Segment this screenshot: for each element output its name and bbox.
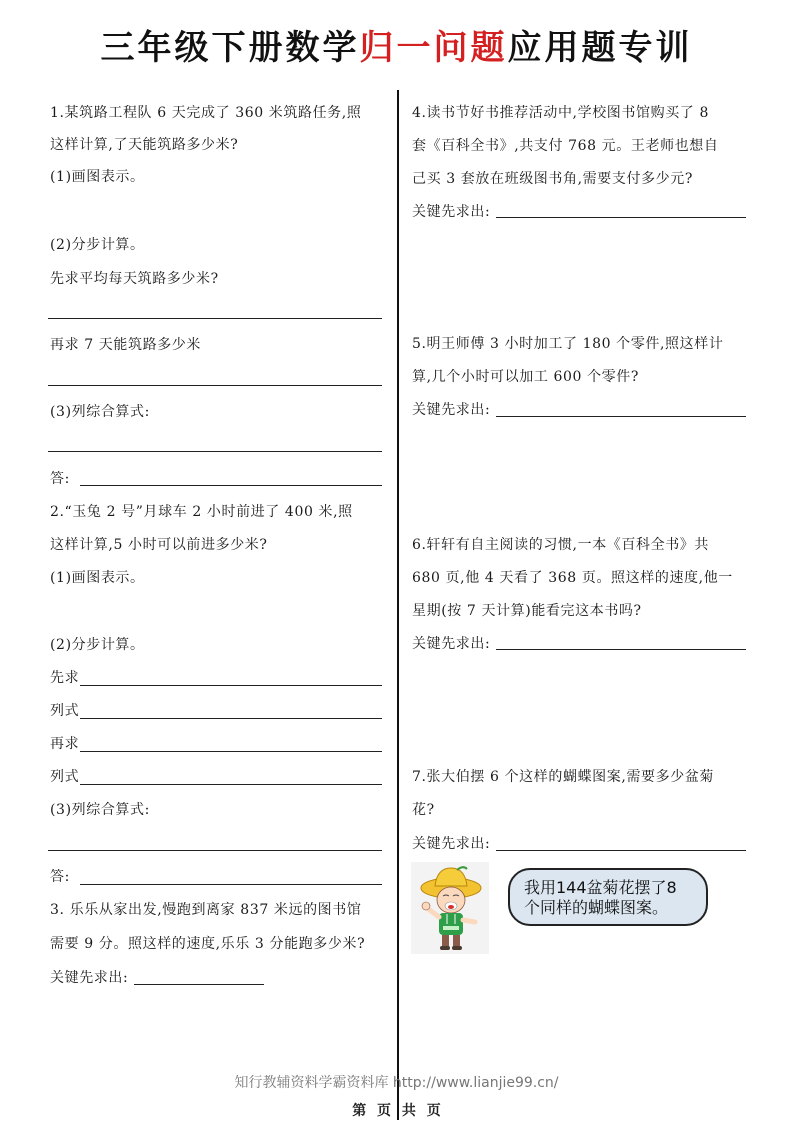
q1-formula-line[interactable] [48, 451, 382, 452]
q2-part2: (2)分步计算。 [50, 637, 145, 653]
q2-answer-line[interactable] [80, 884, 382, 885]
q2-text-line2: 这样计算,5 小时可以前进多少米? [50, 537, 268, 553]
q1-part2: (2)分步计算。 [50, 237, 145, 253]
title-part-2: 应用题专训 [507, 28, 693, 68]
q6-text-line2: 680 页,他 4 天看了 368 页。照这样的速度,他一 [412, 570, 733, 586]
q1-text-line2: 这样计算,了天能筑路多少米? [50, 137, 239, 153]
q2-then-find-label: 再求 [50, 736, 80, 752]
q2-first-find-line[interactable] [80, 685, 382, 686]
q2-text-line1: 2.“玉兔 2 号”月球车 2 小时前进了 400 米,照 [50, 504, 353, 520]
q7-text-line1: 7.张大伯摆 6 个这样的蝴蝶图案,需要多少盆菊 [412, 769, 715, 785]
q2-formula2-line[interactable] [80, 784, 382, 785]
q2-answer-label: 答: [50, 869, 70, 885]
q4-text-line2: 套《百科全书》,共支付 768 元。王老师也想自 [412, 138, 719, 154]
q1-part1: (1)画图表示。 [50, 169, 145, 185]
footer-site-link[interactable]: 知行教辅资料学霸资料库 http://www.lianjie99.cn/ [234, 1075, 559, 1091]
speech-bubble [508, 868, 708, 926]
q5-text-line2: 算,几个小时可以加工 600 个零件? [412, 369, 639, 385]
q7-key-line[interactable] [496, 850, 746, 851]
q1-step2-answer-line[interactable] [48, 385, 382, 386]
q2-formula1-line[interactable] [80, 718, 382, 719]
q5-key-label: 关键先求出: [412, 402, 491, 418]
q3-key-label: 关键先求出: [50, 970, 129, 986]
farmer-cartoon-icon [411, 862, 489, 954]
farmer-illustration [411, 862, 489, 954]
page-title [0, 20, 793, 69]
q3-key-line[interactable] [134, 984, 264, 985]
q1-answer-line[interactable] [80, 485, 382, 486]
q2-formula2-label: 列式 [50, 769, 80, 785]
q2-part3: (3)列综合算式: [50, 802, 150, 818]
footer-page-number: 第 页 共 页 [352, 1103, 441, 1119]
q5-key-line[interactable] [496, 416, 746, 417]
title-highlight: 归一问题 [359, 28, 508, 68]
q4-key-label: 关键先求出: [412, 204, 491, 220]
q2-formula1-label: 列式 [50, 703, 80, 719]
q2-formula-line[interactable] [48, 850, 382, 851]
q6-key-line[interactable] [496, 649, 746, 650]
q3-text-line1: 3. 乐乐从家出发,慢跑到离家 837 米远的图书馆 [50, 902, 362, 918]
q4-key-line[interactable] [496, 217, 746, 218]
q6-text-line3: 星期(按 7 天计算)能看完这本书吗? [412, 603, 642, 619]
q4-text-line1: 4.读书节好书推荐活动中,学校图书馆购买了 8 [412, 105, 709, 121]
q1-step1-answer-line[interactable] [48, 318, 382, 319]
q7-key-label: 关键先求出: [412, 836, 491, 852]
q2-first-find-label: 先求 [50, 670, 80, 686]
title-part-1: 三年级下册数学 [100, 28, 360, 68]
q1-text-line1: 1.某筑路工程队 6 天完成了 360 米筑路任务,照 [50, 105, 362, 121]
q5-text-line1: 5.明王师傅 3 小时加工了 180 个零件,照这样计 [412, 336, 724, 352]
q7-text-line2: 花? [412, 802, 435, 818]
q6-key-label: 关键先求出: [412, 636, 491, 652]
bubble-text-line2: 个同样的蝴蝶图案。 [524, 898, 669, 917]
q2-then-find-line[interactable] [80, 751, 382, 752]
q1-step2: 再求 7 天能筑路多少米 [50, 337, 202, 353]
column-divider [397, 90, 399, 1120]
bubble-text-line1: 我用144盆菊花摆了8 [524, 878, 677, 897]
q3-text-line2: 需要 9 分。照这样的速度,乐乐 3 分能跑多少米? [50, 936, 366, 952]
q6-text-line1: 6.轩轩有自主阅读的习惯,一本《百科全书》共 [412, 537, 710, 553]
q1-part3: (3)列综合算式: [50, 404, 150, 420]
q1-step1: 先求平均每天筑路多少米? [50, 271, 219, 287]
q1-answer-label: 答: [50, 471, 70, 487]
q2-part1: (1)画图表示。 [50, 570, 145, 586]
q4-text-line3: 己买 3 套放在班级图书角,需要支付多少元? [412, 171, 693, 187]
